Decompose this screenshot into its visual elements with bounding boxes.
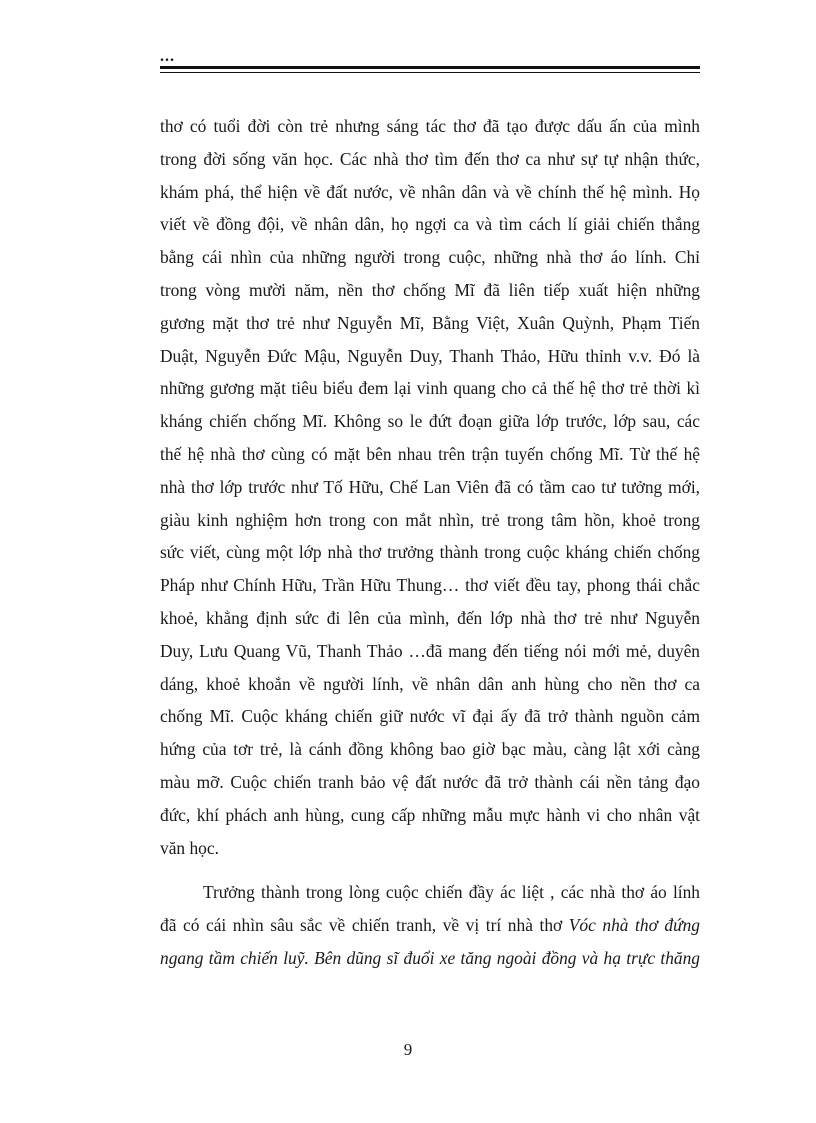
page-number: 9	[403, 1040, 413, 1059]
text-line: Duật, Nguyễn Đức Mậu, Nguyễn Duy, Thanh Thảo, Hữu thỉnh v.v. Đó là	[160, 345, 700, 366]
text-line: hứng của tơr trẻ, là cánh đồng không bao giờ bạc màu, càng lật xới càng	[160, 739, 700, 760]
text-line: kháng chiến chống Mĩ. Không so le đứt đoạn giữa lớp trước, lớp sau, các	[160, 411, 700, 432]
text-line: sức viết, cùng một lớp nhà thơ trưởng thành trong cuộc kháng chiến chống	[160, 542, 700, 563]
paragraph-2	[160, 876, 700, 974]
text-line: giàu kinh nghiệm hơn trong con mắt nhìn, trẻ trong tâm hồn, khoẻ trong	[160, 509, 700, 530]
text-line: nhà thơ lớp trước như Tố Hữu, Chế Lan Viên đã có tầm cao tư tưởng mới,	[160, 476, 700, 497]
text-line: những gương mặt tiêu biểu đem lại vinh quang cho cả thế hệ thơ trẻ thời kì	[160, 378, 700, 399]
text-line-mixed	[160, 909, 700, 942]
text-line: Duy, Lưu Quang Vũ, Thanh Thảo …đã mang đến tiếng nói mới mẻ, duyên	[160, 640, 700, 661]
text-run: đã có cái nhìn sâu sắc về chiến tranh, về vị trí nhà thơ	[160, 915, 569, 936]
text-line: khoẻ, khẳng định sức đi lên của mình, đến lớp nhà thơ trẻ như Nguyễn	[160, 607, 700, 628]
header-ellipsis: ...	[160, 48, 175, 65]
text-line: trong đời sống văn học. Các nhà thơ tìm đến thơ ca như sự tự nhận thức,	[160, 148, 700, 169]
text-line: khám phá, thể hiện về đất nước, về nhân dân và về chính thế hệ mình. Họ	[160, 181, 700, 202]
text-line: gương mặt thơ trẻ như Nguyễn Mĩ, Bằng Việt, Xuân Quỳnh, Phạm Tiến	[160, 312, 700, 333]
text-line: Pháp như Chính Hữu, Trần Hữu Thung… thơ viết đều tay, phong thái chắc	[160, 575, 700, 596]
header-double-rule	[160, 66, 700, 73]
page-body	[160, 110, 700, 975]
italic-quote: Vóc nhà thơ đứng	[568, 915, 700, 936]
text-line: trong vòng mười năm, nền thơ chống Mĩ đã liên tiếp xuất hiện những	[160, 279, 700, 300]
paragraph-spacer	[160, 864, 700, 876]
text-line: viết về đồng đội, về nhân dân, họ ngợi ca và tìm cách lí giải chiến thắng	[160, 214, 700, 235]
text-line: đức, khí phách anh hùng, cung cấp những mẫu mực hành vi cho nhân vật	[160, 804, 700, 825]
italic-quote-line: ngang tầm chiến luỹ. Bên dũng sĩ đuổi xe tăng ngoài đồng và hạ trực thăng	[160, 947, 700, 968]
text-line: văn học.	[160, 837, 219, 858]
text-line: màu mỡ. Cuộc chiến tranh bảo vệ đất nước đã trở thành cái nền tảng đạo	[160, 771, 700, 792]
text-line: Trưởng thành trong lòng cuộc chiến đầy ác liệt , các nhà thơ áo lính	[203, 882, 700, 903]
text-line: bằng cái nhìn của những người trong cuộc, những nhà thơ áo lính. Chỉ	[160, 247, 700, 268]
text-line: dáng, khoẻ khoắn về người lính, về nhân dân anh hùng cho nền thơ ca	[160, 673, 700, 694]
paragraph-1	[160, 110, 700, 864]
text-line: thế hệ nhà thơ cùng có mặt bên nhau trên trận tuyến chống Mĩ. Từ thế hệ	[160, 443, 700, 464]
text-line: thơ có tuổi đời còn trẻ nhưng sáng tác thơ đã tạo được dấu ấn của mình	[160, 116, 700, 136]
text-line: chống Mĩ. Cuộc kháng chiến giữ nước vĩ đại ấy đã trở thành nguồn cảm	[160, 706, 700, 727]
